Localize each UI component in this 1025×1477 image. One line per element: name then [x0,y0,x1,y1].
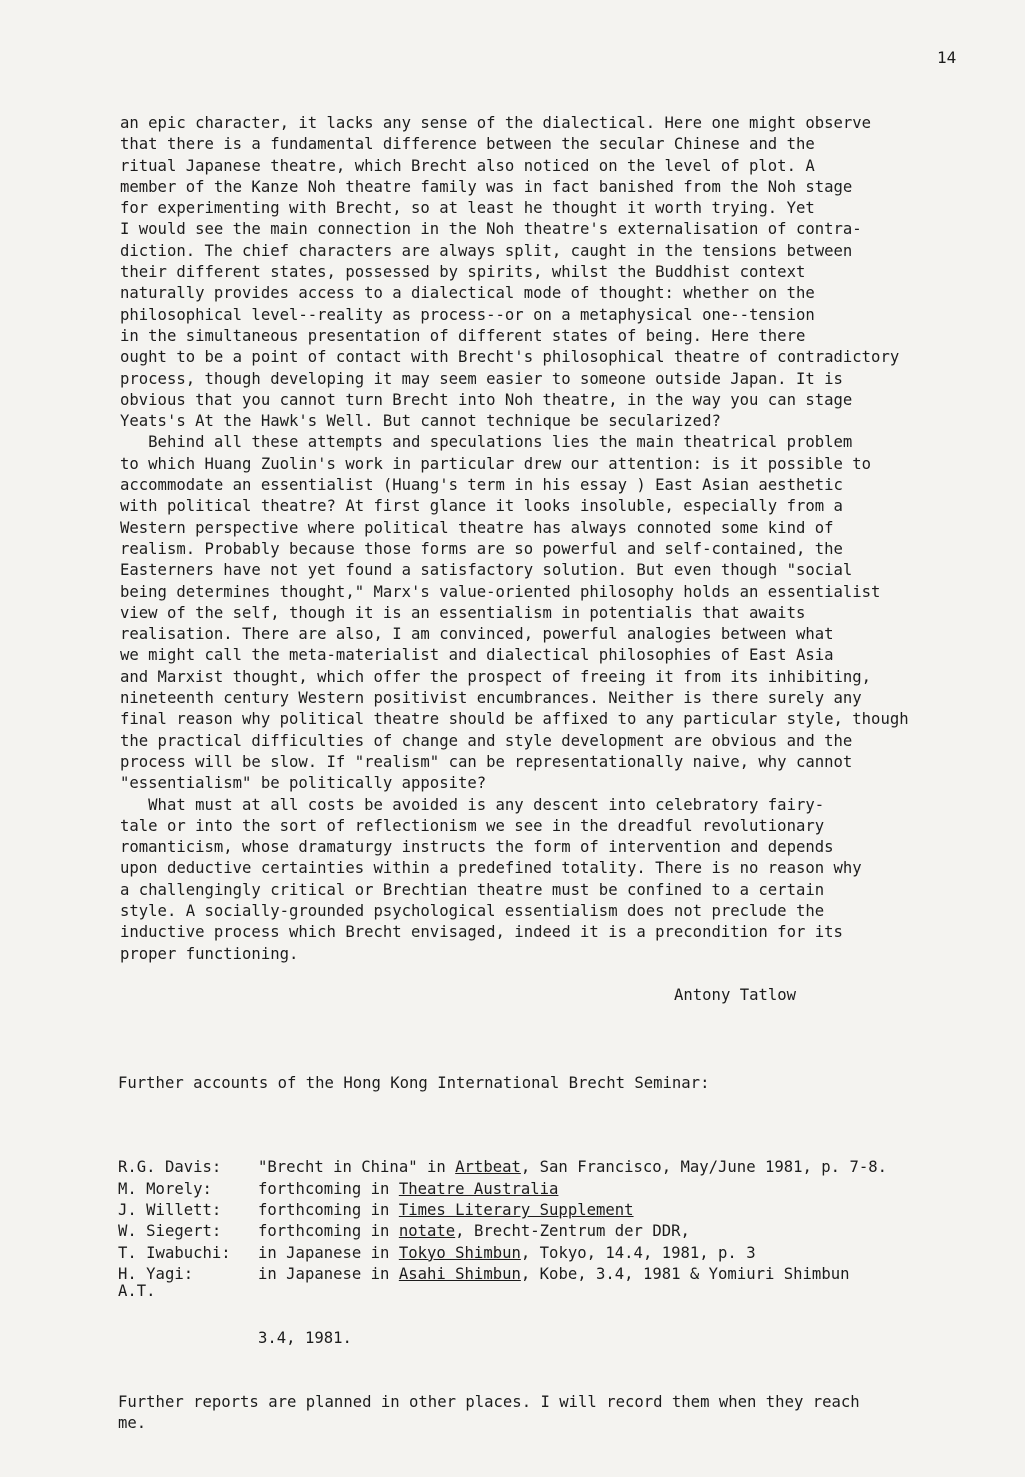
reference-title: Tokyo Shimbun [398,1243,521,1262]
reference-prefix: forthcoming in [258,1222,399,1241]
reference-row [118,1200,887,1221]
reference-prefix: forthcoming in [258,1201,399,1220]
body-line: we might call the meta-materialist and dialectical philosophies of East Asia [120,646,834,665]
body-line: in the simultaneous presentation of different states of being. Here there [120,326,806,345]
author-initials: A.T. [118,1282,156,1300]
reference-row [118,1243,887,1264]
body-line: view of the self, though it is an essentialism in potentialis that awaits [120,603,806,622]
reference-details: , Kobe, 3.4, 1981 & Yomiuri Shimbun [520,1264,850,1283]
body-line: Easterners have not yet found a satisfactory solution. But even though "social [120,561,853,580]
reference-author: H. Yagi: [118,1264,194,1283]
reference-author: M. Morely: [118,1179,212,1198]
body-line: "essentialism" be politically apposite? [120,774,487,793]
reference-title: Times Literary Supplement [398,1201,634,1220]
reference-row [118,1221,887,1242]
reference-details: , Tokyo, 14.4, 1981, p. 3 [520,1243,756,1262]
body-line: their different states, possessed by spirits, whilst the Buddhist context [120,263,806,282]
body-line: accommodate an essentialist (Huang's term in his essay ) East Asian aesthetic [120,476,843,495]
body-line: romanticism, whose dramaturgy instructs the form of intervention and depends [120,838,834,857]
reference-details: , Brecht-Zentrum der DDR, [455,1222,690,1241]
body-line: proper functioning. [120,944,299,963]
reference-prefix: in Japanese in [258,1264,399,1283]
body-line: ritual Japanese theatre, which Brecht also noticed on the level of plot. A [120,156,815,175]
reference-title: Theatre Australia [398,1179,559,1198]
body-line: Behind all these attempts and speculations lies the main theatrical problem [120,433,853,452]
body-line: realism. Probably because those forms are so powerful and self-contained, the [120,539,843,558]
reference-author: R.G. Davis: [118,1158,222,1177]
body-line: I would see the main connection in the Noh theatre's externalisation of contra- [120,220,862,239]
body-line: an epic character, it lacks any sense of the dialectical. Here one might observe [120,114,872,132]
reference-author: W. Siegert: [118,1222,222,1241]
body-line: Western perspective where political theatre has always connoted some kind of [120,518,834,537]
references-section [118,1030,887,1477]
reference-title: Artbeat [455,1158,521,1177]
body-line: the practical difficulties of change and style development are obvious and the [120,731,853,750]
body-text [120,113,909,965]
body-line: member of the Kanze Noh theatre family was in fact banished from the Noh stage [120,177,853,196]
closing-line: me. [118,1414,147,1433]
reference-row [118,1264,887,1285]
reference-row [118,1157,887,1178]
body-line: process, though developing it may seem easier to someone outside Japan. It is [120,369,843,388]
reference-author: T. Iwabuchi: [118,1243,231,1262]
body-line: upon deductive certainties within a predefined totality. There is no reason why [120,859,862,878]
body-line: being determines thought," Marx's value-oriented philosophy holds an essentialist [120,582,881,601]
body-line: final reason why political theatre should be affixed to any particular style, though [120,710,909,729]
author-signature: Antony Tatlow [674,986,797,1004]
body-line: and Marxist thought, which offer the prospect of freeing it from its inhibiting, [120,667,872,686]
reference-title: Asahi Shimbun [398,1264,521,1283]
body-line: diction. The chief characters are always split, caught in the tensions between [120,241,853,260]
page-number: 14 [937,48,957,67]
closing-line: Further reports are planned in other places. I will record them when they reach [118,1392,860,1411]
body-line: inductive process which Brecht envisaged, indeed it is a precondition for its [120,923,843,942]
body-line: philosophical level--reality as process--or on a metaphysical one--tension [120,305,815,324]
body-line: that there is a fundamental difference between the secular Chinese and the [120,135,815,154]
body-line: style. A socially-grounded psychological essentialism does not preclude the [120,901,825,920]
reference-author: J. Willett: [118,1201,222,1220]
closing-paragraph [118,1392,887,1435]
body-line: What must at all costs be avoided is any descent into celebratory fairy- [120,795,825,814]
body-line: process will be slow. If "realism" can be representationally naive, why cannot [120,752,853,771]
reference-title: notate [398,1222,456,1241]
body-line: realisation. There are also, I am convinced, powerful analogies between what [120,625,834,644]
references-heading: Further accounts of the Hong Kong International Brecht Seminar: [118,1073,710,1092]
body-line: ought to be a point of contact with Brecht's philosophical theatre of contradictory [120,348,900,367]
body-line: nineteenth century Western positivist encumbrances. Neither is there surely any [120,689,862,708]
reference-row [118,1179,887,1200]
reference-list [118,1157,887,1285]
reference-details: , San Francisco, May/June 1981, p. 7-8. [520,1158,888,1177]
reference-prefix: in Japanese in [258,1243,399,1262]
body-line: Yeats's At the Hawk's Well. But cannot technique be secularized? [120,412,721,431]
reference-continuation: 3.4, 1981. [258,1328,352,1347]
reference-prefix: forthcoming in [258,1179,399,1198]
body-line: a challengingly critical or Brechtian theatre must be confined to a certain [120,880,825,899]
body-line: with political theatre? At first glance it looks insoluble, especially from a [120,497,843,516]
body-line: obvious that you cannot turn Brecht into Noh theatre, in the way you can stage [120,390,853,409]
body-line: to which Huang Zuolin's work in particular drew our attention: is it possible to [120,454,872,473]
body-line: naturally provides access to a dialectical mode of thought: whether on the [120,284,815,303]
body-line: tale or into the sort of reflectionism we see in the dreadful revolutionary [120,816,825,835]
body-line: for experimenting with Brecht, so at least he thought it worth trying. Yet [120,199,815,218]
reference-prefix: "Brecht in China" in [258,1158,456,1177]
